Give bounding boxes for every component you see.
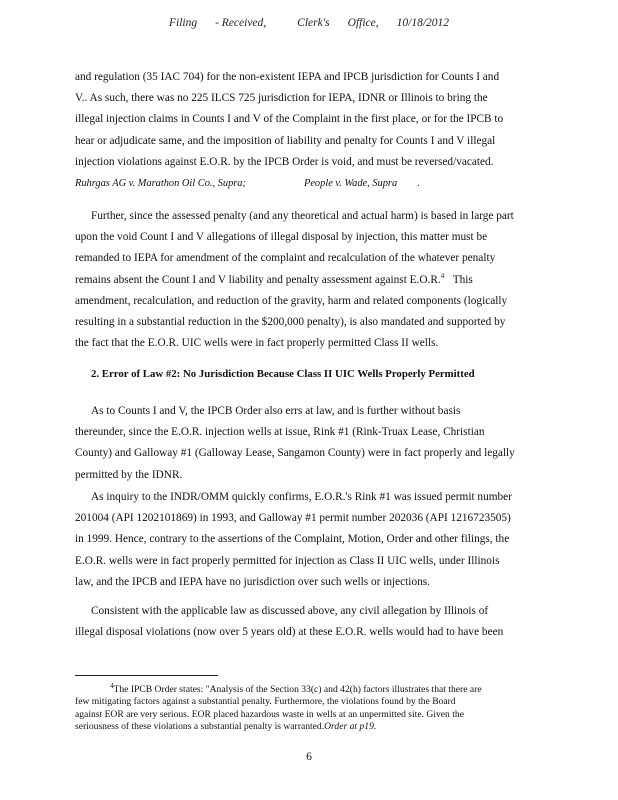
p1-line: V.. As such, there was no 225 ILCS 725 jurisdiction for IEPA, IDNR or Illinois to bring the bbox=[75, 92, 488, 105]
footnote-line: few mitigating factors against a substantial penalty. Furthermore, the violations found by the Board bbox=[75, 696, 456, 708]
citation-end: . bbox=[417, 178, 420, 190]
p2-line: amendment, recalculation, and reduction of the gravity, harm and related components (logically bbox=[75, 294, 508, 307]
case-citation bbox=[75, 173, 553, 194]
paragraph-2 bbox=[75, 206, 553, 354]
p1-line: and regulation (35 IAC 704) for the non-existent IEPA and IPCB jurisdiction for Counts I and bbox=[75, 71, 500, 83]
header-filing: Filing bbox=[168, 17, 198, 29]
p4-line: 201004 (API 1202101869) in 1993, and Galloway #1 permit number 202036 (API 1216723505) bbox=[75, 512, 511, 525]
filing-header bbox=[0, 17, 618, 29]
p4-line: in 1999. Hence, contrary to the assertions of the Complaint, Motion, Order and other filings, the bbox=[75, 533, 510, 546]
p2-line-tail: This bbox=[452, 273, 473, 286]
p2-line: resulting in a substantial reduction in the $200,000 penalty), is also mandated and supported by bbox=[75, 316, 506, 329]
p4-line: law, and the IPCB and IEPA have no jurisdiction over such wells or injections. bbox=[75, 575, 430, 588]
footnote-line: The IPCB Order states: "Analysis of the Section 33(c) and 42(h) factors illustrates that there are bbox=[113, 684, 482, 695]
p1-line: injection violations against E.O.R. by the IPCB Order is void, and must be reversed/vacated. bbox=[75, 155, 494, 168]
paragraph-4 bbox=[75, 487, 553, 593]
p1-line: illegal injection claims in Counts I and V of the Complaint in the first place, or for the IPCB to bbox=[75, 113, 504, 126]
p2-line: remanded to IEPA for amendment of the complaint and recalculation of the whatever penalty bbox=[75, 252, 496, 265]
p2-line: Further, since the assessed penalty (and any theoretical and actual harm) is based in large part bbox=[91, 210, 514, 222]
paragraph-5 bbox=[75, 601, 553, 643]
footnote-reference: 4 bbox=[440, 271, 445, 280]
header-received: - Received, bbox=[215, 17, 267, 29]
p4-line: As inquiry to the INDR/OMM quickly confirms, E.O.R.'s Rink #1 was issued permit number bbox=[91, 491, 512, 503]
paragraph-1 bbox=[75, 67, 553, 194]
paragraph-3 bbox=[75, 401, 553, 486]
footnote-mark: 4 bbox=[110, 681, 114, 690]
p2-line: upon the void Count I and V allegations of illegal disposal by injection, this matter must be bbox=[75, 231, 488, 244]
citation-ruhrgas: Ruhrgas AG v. Marathon Oil Co., Supra; bbox=[75, 178, 246, 190]
citation-wade: People v. Wade, Supra bbox=[303, 178, 398, 190]
p3-line: As to Counts I and V, the IPCB Order also errs at law, and is further without basis bbox=[91, 405, 461, 417]
p2-line-with-footnote bbox=[75, 270, 553, 291]
p2-line: the fact that the E.O.R. UIC wells were in fact properly permitted Class II wells. bbox=[75, 337, 439, 350]
p3-line: permitted by the IDNR. bbox=[75, 468, 183, 481]
p3-line: County) and Galloway #1 (Galloway Lease, Sangamon County) were in fact properly and legally bbox=[75, 447, 515, 460]
p2-line: remains absent the Count I and V liability and penalty assessment against E.O.R. bbox=[75, 273, 441, 286]
footnote-line: against EOR are very serious. EOR placed hazardous waste in wells at an unpermitted site. Given the bbox=[75, 708, 464, 720]
p1-line: hear or adjudicate same, and the imposition of liability and penalty for Counts I and V illegal bbox=[75, 134, 496, 147]
header-office: Office, bbox=[347, 17, 379, 29]
p4-line: E.O.R. wells were in fact properly permitted for injection as Class II UIC wells, under Illinois bbox=[75, 554, 500, 567]
header-date: 10/18/2012 bbox=[396, 17, 450, 29]
p3-line: thereunder, since the E.O.R. injection wells at issue, Rink #1 (Rink-Truax Lease, Christian bbox=[75, 426, 485, 439]
page-number: 6 bbox=[306, 751, 312, 763]
p5-line: illegal disposal violations (now over 5 years old) at these E.O.R. wells would had to have been bbox=[75, 626, 504, 639]
footnote-first-line bbox=[75, 681, 560, 696]
footnote bbox=[75, 681, 560, 734]
footnote-line: seriousness of these violations a substantial penalty is warranted. bbox=[75, 721, 325, 733]
p5-line: Consistent with the applicable law as discussed above, any civil allegation by Illinois of bbox=[91, 605, 489, 617]
footnote-last-line bbox=[75, 721, 560, 733]
footnote-divider bbox=[75, 675, 218, 676]
header-clerk: Clerk's bbox=[297, 17, 330, 29]
footnote-cite: Order at p19. bbox=[324, 721, 377, 733]
section-heading: 2. Error of Law #2: No Jurisdiction Because Class II UIC Wells Properly Permitted bbox=[91, 368, 475, 380]
